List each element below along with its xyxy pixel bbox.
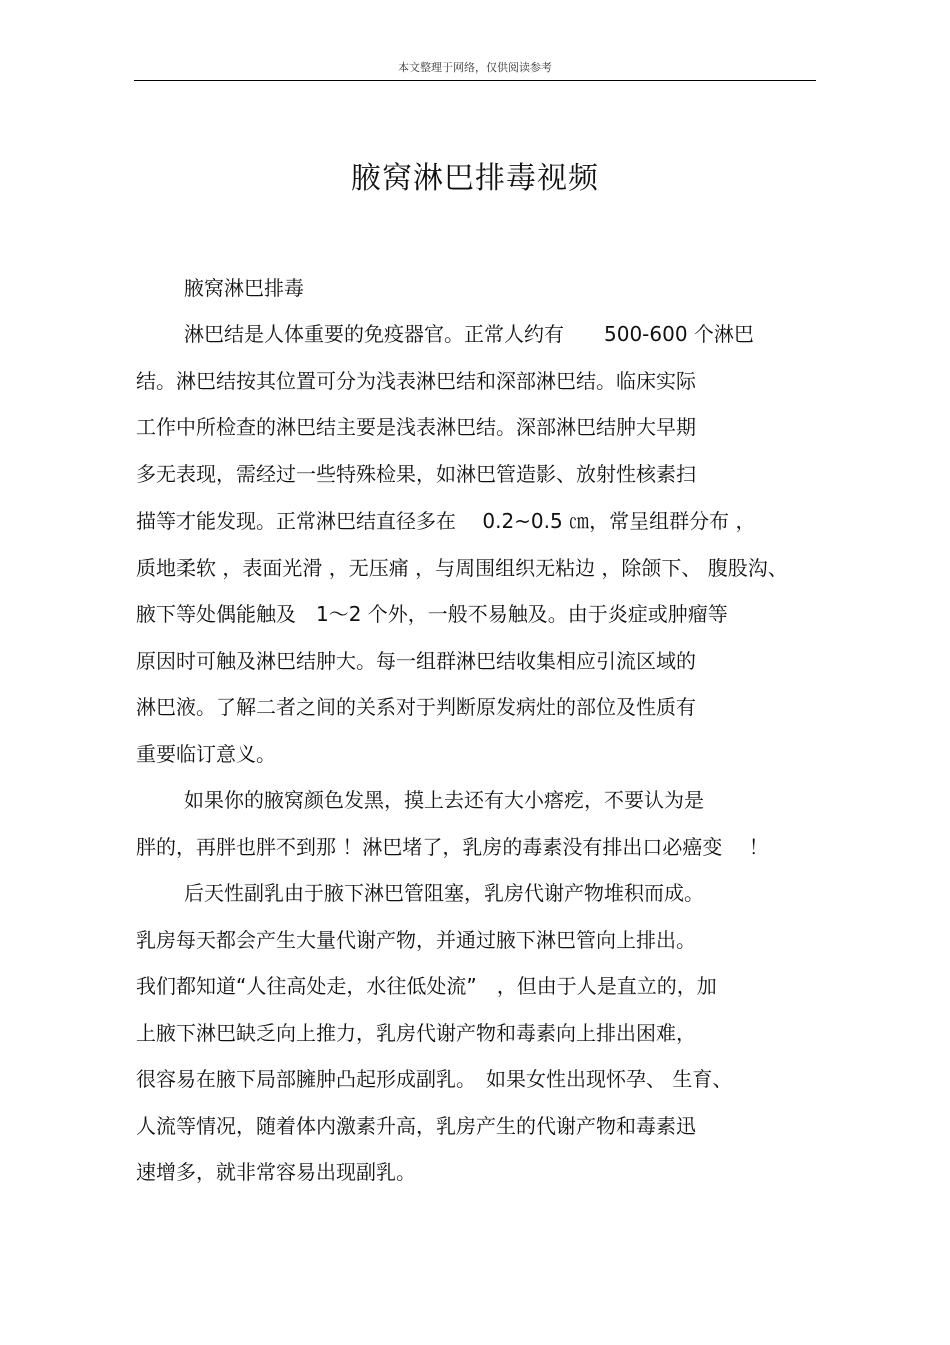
- body-line: 工作中所检查的淋巴结主要是浅表淋巴结。深部淋巴结肿大早期: [136, 415, 696, 439]
- body-line: 原因时可触及淋巴结肿大。每一组群淋巴结收集相应引流区域的: [136, 649, 696, 673]
- body-line: 淋巴液。了解二者之间的关系对于判断原发病灶的部位及性质有: [136, 695, 696, 719]
- section-heading: 腋窝淋巴排毒: [184, 276, 304, 300]
- body-line: 质地柔软 ，表面光滑 ，无压痛 ，与周围组织无粘边 ，除颌下、 腹股沟、: [136, 556, 788, 580]
- body-line: 重要临订意义。: [136, 742, 276, 766]
- document-title: 腋窝淋巴排毒视频: [351, 161, 599, 196]
- header-divider: [134, 80, 816, 81]
- body-line: 胖的，再胖也胖不到那 ！淋巴堵了，乳房的毒素没有排出口必癌变 ！: [136, 835, 769, 859]
- body-line: 描等才能发现。正常淋巴结直径多在 0.2~0.5 ㎝，常呈组群分布 ，: [136, 509, 756, 533]
- body-line: 后天性副乳由于腋下淋巴管阻塞，乳房代谢产物堆积而成。: [184, 881, 704, 905]
- body-line: 腋下等处偶能触及 1～2 个外，一般不易触及。由于炎症或肿瘤等: [136, 602, 728, 626]
- body-line: 结。淋巴结按其位置可分为浅表淋巴结和深部淋巴结。临床实际: [136, 369, 696, 393]
- body-line: 速增多，就非常容易出现副乳。: [136, 1160, 416, 1184]
- body-line: 乳房每天都会产生大量代谢产物，并通过腋下淋巴管向上排出。: [136, 928, 696, 952]
- body-line: 上腋下淋巴缺乏向上推力，乳房代谢产物和毒素向上排出困难，: [136, 1021, 696, 1045]
- page-header-note: 本文整理于网络，仅供阅读参考: [398, 61, 552, 74]
- body-line: 我们都知道“人往高处走，水往低处流” ，但由于人是直立的，加: [136, 974, 717, 998]
- body-line: 多无表现，需经过一些特殊检果，如淋巴管造影、放射性核素扫: [136, 462, 696, 486]
- body-line: 如果你的腋窝颜色发黑，摸上去还有大小瘩疙，不要认为是: [184, 788, 704, 812]
- body-line: 淋巴结是人体重要的免疫器官。正常人约有 500-600 个淋巴: [184, 322, 754, 346]
- body-line: 很容易在腋下局部臃肿凸起形成副乳。 如果女性出现怀孕、 生育、: [136, 1067, 733, 1091]
- body-line: 人流等情况，随着体内激素升高，乳房产生的代谢产物和毒素迅: [136, 1114, 696, 1138]
